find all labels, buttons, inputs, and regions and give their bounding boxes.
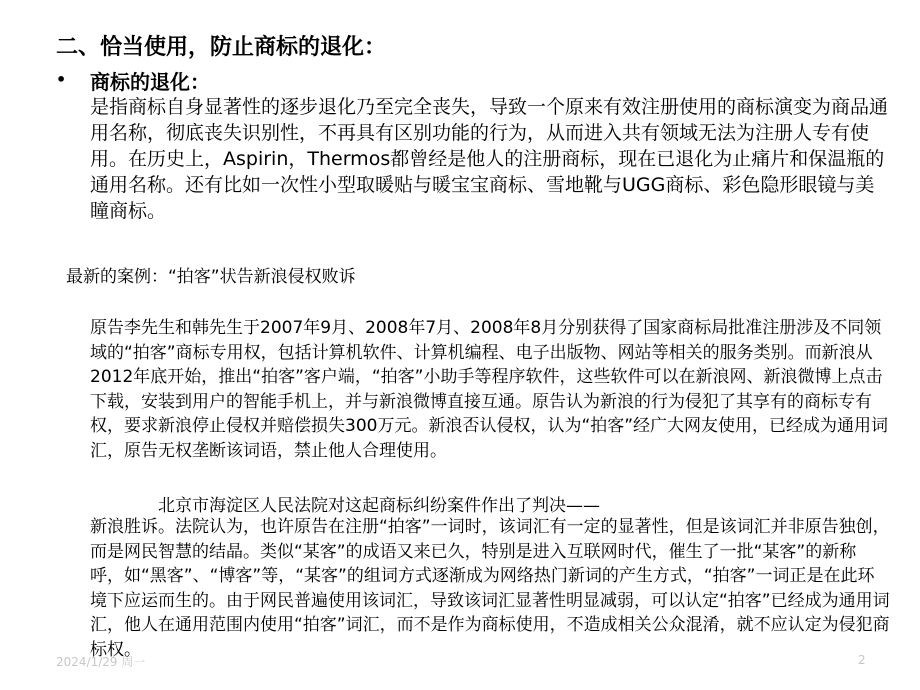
case-paragraph-2: 新浪胜诉。法院认为，也许原告在注册“拍客”一词时，该词汇有一定的显著性，但是该词汇并非原告独创，而是网民智慧的结晶。类似“某客”的成语又来已久，特别是进入互联网时代，催生了一批“某客”的新称呼，如“黑客”、“博客”等，“某客”的组词方式逐渐成为网络热门新词的产生方式，“拍客”一词正是在此环境下应运而生的。由于网民普遍使用该词汇，导致该词汇显著性明显减弱，可以认定“拍客”已经成为通用词汇，他人在通用范围内使用“拍客”词汇，而不是作为商标使用，不造成相关公众混淆，就不应认定为侵犯商标权。: [90, 517, 890, 660]
slide-heading: 二、恰当使用，防止商标的退化：: [56, 35, 387, 60]
case-title: 最新的案例：“拍客”状告新浪侵权败诉: [66, 267, 356, 287]
bullet-title: 商标的退化：: [90, 70, 210, 94]
court-judgment-line: 北京市海淀区人民法院对这起商标纠纷案件作出了判决——: [158, 496, 600, 516]
footer-page-number: 2: [858, 653, 866, 667]
case-paragraph-1: 原告李先生和韩先生于2007年9月、2008年7月、2008年8月分别获得了国家商标局批准注册涉及不同领域的“拍客”商标专用权，包括计算机软件、计算机编程、电子出版物、网站等相关的服务类别。而新浪从2012年底开始，推出“拍客”客户端，“拍客”小助手等程序软件，这些软件可以在新浪网、新浪微博上点击下载，安装到用户的智能手机上，并与新浪微博直接互通。原告认为新浪的行为侵犯了其享有的商标专有权，要求新浪停止侵权并赔偿损失300万元。新浪否认侵权，认为“拍客”经广大网友使用，已经成为通用词汇，原告无权垄断该词语，禁止他人合理使用。: [90, 318, 889, 461]
bullet-marker: •: [56, 70, 67, 89]
footer-date: 2024/1/29 周一: [56, 655, 146, 669]
bullet-body-text: 是指商标自身显著性的逐步退化乃至完全丧失，导致一个原来有效注册使用的商标演变为商品通用名称，彻底丧失识别性，不再具有区别功能的行为，从而进入共有领域无法为注册人专有使用。在历史上，Aspirin，Thermos都曾经是他人的注册商标，现在已退化为止痛片和保温瓶的通用名称。还有比如一次性小型取暖贴与暖宝宝商标、雪地靴与UGG商标、彩色隐形眼镜与美瞳商标。: [90, 96, 889, 222]
